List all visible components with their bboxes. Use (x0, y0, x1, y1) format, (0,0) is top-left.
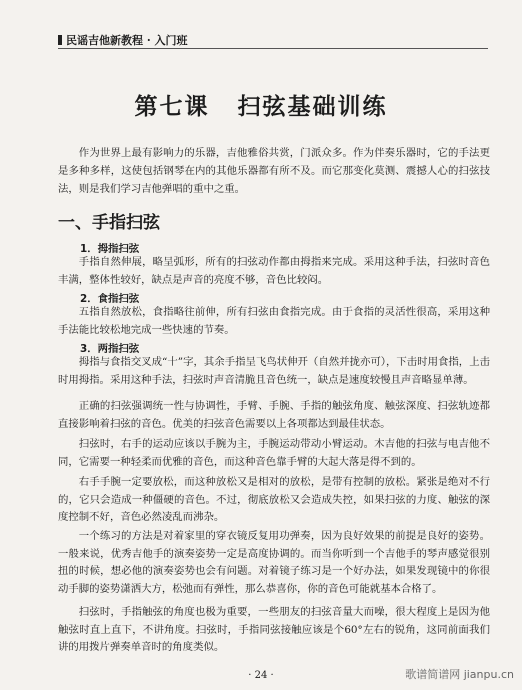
item-text: 手指自然伸展，略呈弧形，所有的扫弦动作都由拇指来完成。采用这种手法，扫弦时音色丰满，整体性较好，缺点是声音的亮度不够，音色比较闷。 (58, 256, 490, 286)
page-number: · 24 · (248, 670, 274, 681)
header-rule (58, 48, 488, 49)
item-heading: 2．食指扫弦 (80, 293, 140, 305)
intro-paragraph: 作为世界上最有影响力的乐器，吉他雅俗共赏，门派众多。作为伴奏乐器时，它的手法更是多种多样，这使包括钢琴在内的其他乐器都有所不及。而它那变化莫测、震撼人心的扫弦技法，则是我们学习吉他弹唱的重中之重。 (58, 147, 490, 195)
header-title: 民谣吉他新教程 · 入门班 (66, 34, 188, 47)
lesson-title (0, 88, 522, 121)
section-heading: 一、手指扫弦 (58, 213, 160, 233)
body-paragraph: 扫弦时，右手的运动应该以手腕为主，手腕运动带动小臂运动。木吉他的扫弦与电吉他不同，它需要一种轻柔而优雅的音色，而这种音色靠手臂的大起大落是得不到的。 (58, 438, 490, 468)
item-heading: 1．拇指扫弦 (80, 243, 140, 255)
body-paragraph: 右手手腕一定要放松，而这种放松又是相对的放松，是带有控制的放松。紧张是绝对不行的，它只会造成一种僵硬的音色。不过，彻底放松又会造成失控，如果扫弦的力度、触弦的深度控制不好，音色必然凌乱而沸杂。 (58, 476, 490, 524)
header-marker (58, 35, 62, 45)
body-paragraph: 扫弦时，手指触弦的角度也极为重要，一些朋友的扫弦音量大而噪，很大程度上是因为他触弦时直上直下，不讲角度。扫弦时，手指同弦接触应该是个60°左右的锐角，这同前面我们讲的用拨片弹奏单音时的角度类似。 (58, 606, 490, 654)
running-header (58, 32, 488, 48)
item-text: 拇指与食指交叉成“十”字，其余手指呈飞鸟状伸开（自然并拢亦可），下击时用食指，上击时用拇指。采用这种手法，扫弦时声音清脆且音色统一，缺点是速度较慢且声音略显单薄。 (58, 356, 490, 386)
lesson-name: 扫弦基础训练 (237, 94, 388, 120)
body-paragraph: 正确的扫弦强调统一性与协调性，手臂、手腕、手指的触弦角度、触弦深度、扫弦轨迹都直接影响着扫弦的音色。优美的扫弦音色需要以上各项都达到最佳状态。 (58, 400, 490, 430)
item-heading: 3．两指扫弦 (80, 343, 140, 355)
body-paragraph: 一个练习的方法是对着家里的穿衣镜反复用功弹奏，因为良好效果的前提是良好的姿势。一般来说，优秀吉他手的演奏姿势一定是高度协调的。而当你听到一个吉他手的琴声感觉很别扭的时候，想必他的演奏姿势也会有问题。对着镜子练习是一个好办法，如果发现镜中的你很动手脚的姿势潇洒大方，松弛而有弹性，那么恭喜你，你的音色可能就基本合格了。 (58, 530, 490, 595)
watermark: 歌谱简谱网 jianpu.cn (405, 668, 514, 681)
lesson-number: 第七课 (134, 94, 210, 120)
item-text: 五指自然放松，食指略往前伸，所有扫弦由食指完成。由于食指的灵活性很高，采用这种手法能比较松地完成一些快速的节奏。 (58, 306, 490, 336)
